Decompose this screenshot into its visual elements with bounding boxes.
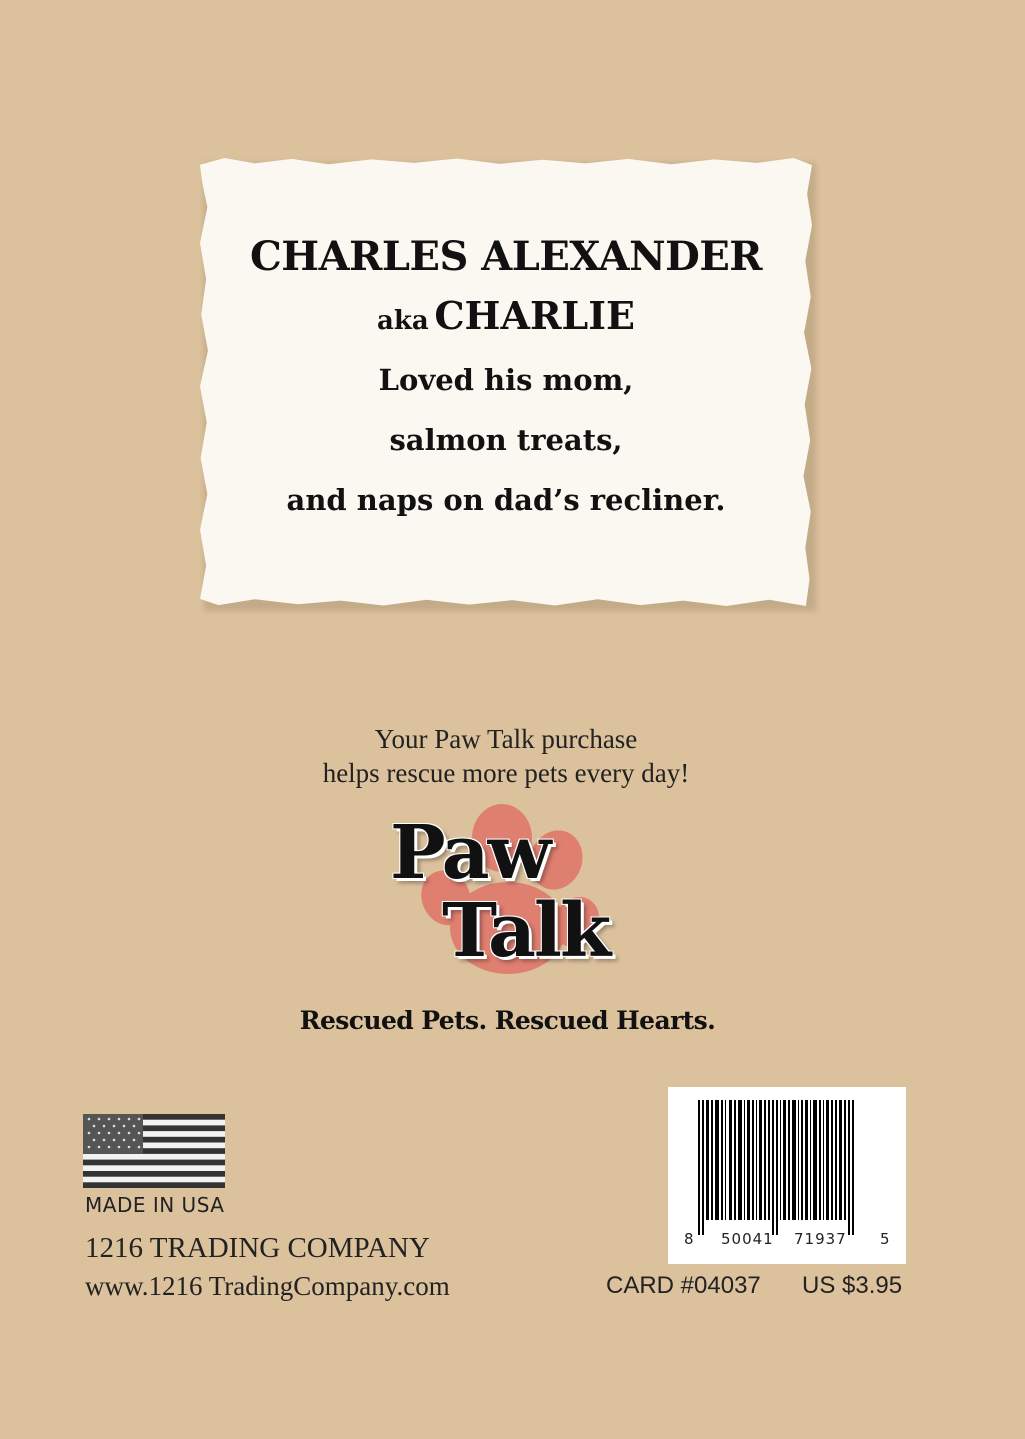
logo-word-talk: Talk <box>442 888 610 974</box>
barcode <box>668 1087 906 1264</box>
company-name: 1216 TRADING COMPANY <box>85 1232 430 1264</box>
aka-label: aka <box>377 306 429 336</box>
barcode-bars <box>668 1087 906 1264</box>
barcode-digit-last: 5 <box>880 1230 890 1248</box>
company-website: www.1216 TradingCompany.com <box>85 1271 450 1301</box>
pet-nickname: CHARLIE <box>434 293 635 338</box>
note-line-3: and naps on dad’s recliner. <box>286 483 726 517</box>
tagline: Rescued Pets. Rescued Hearts. <box>299 1006 716 1035</box>
made-in-usa-label: MADE IN USA <box>85 1193 225 1217</box>
logo-word-paw: Paw <box>390 810 550 896</box>
promo-line-1: Your Paw Talk purchase <box>374 724 638 754</box>
us-flag-icon <box>83 1114 225 1188</box>
pet-nickname-line <box>200 293 812 338</box>
barcode-group-1: 50041 <box>721 1230 774 1248</box>
price: US $3.95 <box>802 1272 903 1299</box>
barcode-group-2: 71937 <box>794 1230 847 1248</box>
pet-full-name: CHARLES ALEXANDER <box>249 233 763 280</box>
promo-line-2: helps rescue more pets every day! <box>322 758 690 788</box>
card-number: CARD #04037 <box>606 1272 761 1299</box>
note-line-2: salmon treats, <box>389 423 623 457</box>
barcode-digit-first: 8 <box>684 1230 694 1248</box>
paw-talk-logo <box>380 800 640 990</box>
note-line-1: Loved his mom, <box>378 363 634 397</box>
